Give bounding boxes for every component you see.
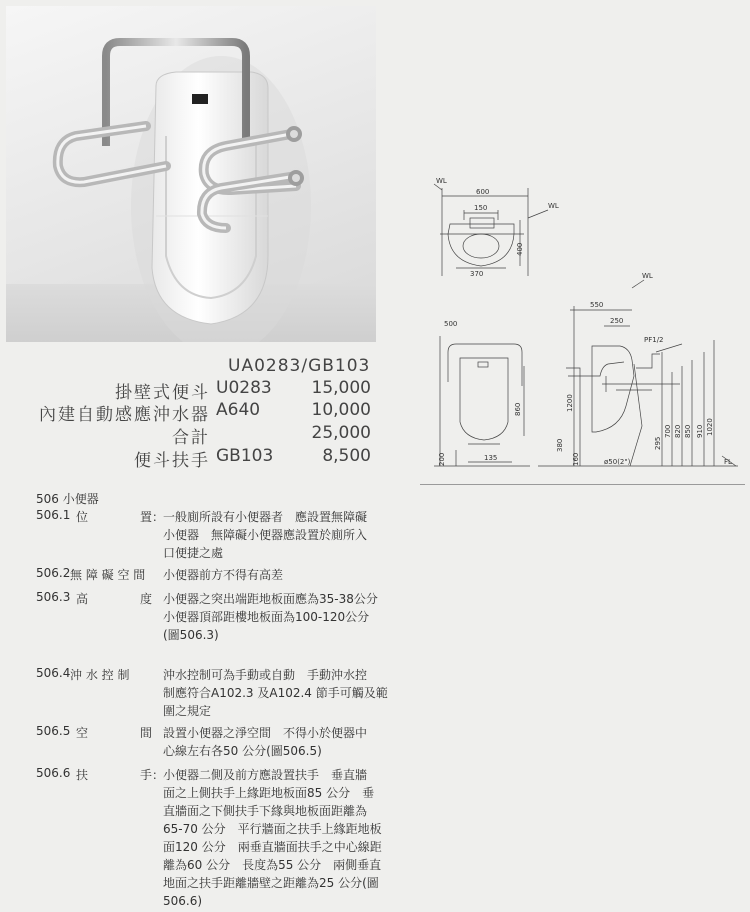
body-line: 面之上側扶手上緣距地板面85 公分 垂: [163, 786, 375, 800]
dim-160: 160: [572, 452, 580, 466]
technical-drawing: [420, 176, 745, 476]
body-line: 離為60 公分 長度為55 公分 兩側垂直: [163, 858, 382, 872]
dim-pipe: ø50(2"): [604, 458, 631, 466]
body-line: 圍之規定: [163, 704, 212, 718]
dim-600: 600: [476, 188, 490, 196]
body-line: 地面之扶手距離牆壁之距離為25 公分(圖: [163, 876, 379, 890]
body-line: 制應符合A102.3 及A102.4 節手可觸及範: [163, 686, 388, 700]
body-line: 直牆面之下側扶手下緣與地板面距離為: [163, 804, 368, 818]
item-body: [163, 724, 367, 760]
dim-wl-top: WL: [436, 177, 447, 185]
row-amount: 10,000: [311, 400, 371, 420]
row-code: U0283: [216, 378, 272, 398]
dim-850: 850: [684, 424, 692, 438]
dim-1020: 1020: [706, 418, 714, 436]
urinal-with-grab-bars-image: [6, 6, 376, 342]
item-body: [163, 666, 388, 720]
dim-1200: 1200: [566, 394, 574, 412]
dim-820: 820: [674, 424, 682, 438]
item-body: [163, 590, 378, 644]
item-term-first: 扶: [76, 768, 89, 782]
row-amount: 8,500: [322, 446, 371, 466]
price-row-flusher: [0, 400, 375, 425]
item-number: 506.4: [36, 666, 71, 680]
item-number: 506.5: [36, 724, 71, 738]
dim-295: 295: [654, 436, 662, 450]
dim-860: 860: [514, 402, 522, 416]
dim-135: 135: [484, 454, 498, 462]
item-number: 506.6: [36, 766, 71, 780]
body-line: 沖水控制可為手動或自動 手動沖水控: [163, 668, 368, 682]
item-body: [163, 508, 367, 562]
item-term-last: 置: [140, 510, 153, 524]
dim-wl-right: WL: [548, 202, 559, 210]
dim-wl-side: WL: [642, 272, 653, 280]
body-line: 設置小便器之淨空間 不得小於便器中: [163, 726, 368, 740]
item-term-last: 手: [140, 768, 153, 782]
section-title: 506 小便器: [36, 492, 99, 506]
row-amount: 25,000: [311, 423, 371, 443]
dim-400: 400: [516, 242, 524, 256]
drawing-baseline: [420, 484, 745, 485]
item-term-last: 間: [140, 726, 153, 740]
dim-200: 200: [438, 452, 446, 466]
body-line: 面120 公分 兩垂直牆面扶手之中心線距: [163, 840, 382, 854]
item-number: 506.3: [36, 590, 71, 604]
dim-370: 370: [470, 270, 484, 278]
dim-700: 700: [664, 424, 672, 438]
body-line: (圖506.3): [163, 628, 219, 642]
item-term-first: 空: [76, 726, 89, 740]
row-label: 便斗扶手: [134, 451, 210, 471]
item-number: 506.2: [36, 566, 71, 580]
body-line: 小便器二側及前方應設置扶手 垂直牆: [163, 768, 368, 782]
product-photo: [6, 6, 376, 342]
row-label: 掛壁式便斗: [115, 383, 210, 403]
item-term: 無 障 礙 空 間: [70, 568, 146, 582]
body-line: 小便器頂部距樓地板面為100-120公分: [163, 610, 370, 624]
dim-550: 550: [590, 301, 604, 309]
dim-pf: PF1/2: [644, 336, 664, 344]
dim-380: 380: [556, 438, 564, 452]
body-line: 一般廁所設有小便器者 應設置無障礙: [163, 510, 368, 524]
row-amount: 15,000: [311, 378, 371, 398]
dim-250: 250: [610, 317, 624, 325]
dim-500: 500: [444, 320, 458, 328]
item-number: 506.1: [36, 508, 71, 522]
row-label: 內建自動感應沖水器: [39, 405, 210, 425]
body-line: 65-70 公分 平行牆面之扶手上緣距地板: [163, 822, 382, 836]
dim-fl: FL: [724, 458, 732, 466]
model-title: UA0283/GB103: [228, 356, 371, 376]
item-term: 沖 水 控 制: [70, 668, 130, 682]
item-term-first: 高: [76, 592, 89, 606]
body-line: 小便器之突出端距地板面應為35-38公分: [163, 592, 378, 606]
item-body: [163, 566, 283, 584]
body-line: 506.6): [163, 894, 203, 908]
body-line: 小便器前方不得有高差: [163, 568, 284, 582]
body-line: 小便器 無障礙小便器應設置於廁所入: [163, 528, 368, 542]
price-row-urinal: [0, 378, 375, 403]
body-line: 心線左右各50 公分(圖506.5): [163, 744, 322, 758]
row-code: GB103: [216, 446, 274, 466]
price-row-total: [0, 423, 375, 448]
item-separator: ：: [152, 510, 165, 524]
dim-910: 910: [696, 424, 704, 438]
item-body: [163, 766, 382, 910]
row-code: A640: [216, 400, 261, 420]
item-separator: ：: [152, 768, 165, 782]
item-term-last: 度: [140, 592, 153, 606]
dim-150: 150: [474, 204, 488, 212]
row-label: 合計: [172, 428, 210, 448]
item-term-first: 位: [76, 510, 89, 524]
price-row-grab-bar: [0, 446, 375, 471]
body-line: 口便捷之處: [163, 546, 224, 560]
